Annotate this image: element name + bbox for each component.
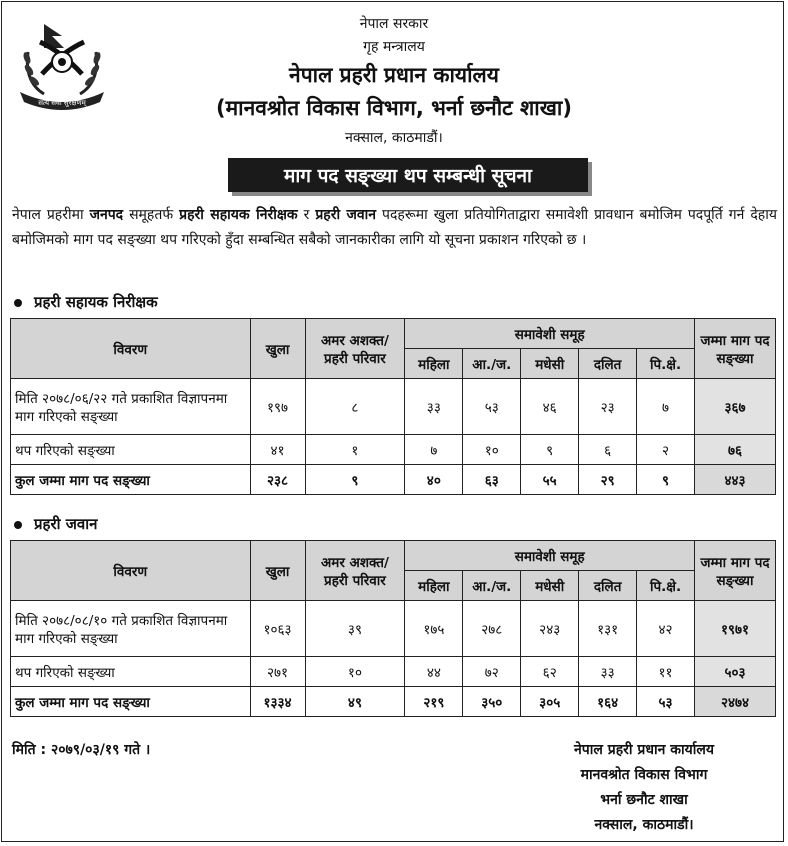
table-cell: ३३ bbox=[579, 657, 637, 687]
table-cell: १० bbox=[463, 435, 521, 465]
table-cell: ४४३ bbox=[695, 465, 776, 495]
header-open: खुला bbox=[250, 319, 305, 379]
notice-title: माग पद सङ्ख्या थप सम्बन्धी सूचना bbox=[228, 158, 588, 192]
text-span: प्रहरी जवान bbox=[34, 515, 98, 533]
table-cell: ४९ bbox=[305, 687, 405, 717]
table-cell: ४० bbox=[405, 465, 463, 495]
header-open: खुला bbox=[250, 541, 305, 601]
table-cell: २ bbox=[637, 435, 695, 465]
table-cell: १० bbox=[305, 657, 405, 687]
header-inclusive: समावेशी समूह bbox=[405, 541, 695, 571]
table-cell: १३१ bbox=[579, 601, 637, 657]
header-janajati: आ./ज. bbox=[463, 571, 521, 601]
header-martyr: अमर अशक्त/ प्रहरी परिवार bbox=[305, 319, 405, 379]
section-title-constable bbox=[14, 514, 97, 534]
table-cell: ३३ bbox=[405, 379, 463, 435]
table-cell: १६४ bbox=[579, 687, 637, 717]
division-name: (मानवश्रोत विकास विभाग, भर्ना छनौट शाखा) bbox=[216, 96, 572, 120]
header-janajati: आ./ज. bbox=[463, 349, 521, 379]
table-row bbox=[11, 601, 776, 657]
table-row-total bbox=[11, 687, 776, 717]
text-span: जनपद bbox=[89, 207, 124, 223]
table-cell: मिति २०७८/०६/२२ गते प्रकाशित विज्ञापनमा माग गरिएको सङ्ख्या bbox=[11, 379, 251, 435]
table-cell: २७८ bbox=[463, 601, 521, 657]
table-cell: ४४ bbox=[405, 657, 463, 687]
constable-table bbox=[10, 540, 776, 717]
table-cell: २७१ bbox=[250, 657, 305, 687]
table-cell: २४७४ bbox=[695, 687, 776, 717]
signature-branch: भर्ना छनौट शाखा bbox=[600, 792, 688, 808]
table-cell: २९ bbox=[579, 465, 637, 495]
table-cell: ९ bbox=[637, 465, 695, 495]
table-cell: कुल जम्मा माग पद सङ्ख्या bbox=[11, 465, 251, 495]
table-cell: २३८ bbox=[250, 465, 305, 495]
table-cell: १९७१ bbox=[695, 601, 776, 657]
table-cell: ५०३ bbox=[695, 657, 776, 687]
table-cell: ५५ bbox=[521, 465, 579, 495]
table-cell: ४६ bbox=[521, 379, 579, 435]
table-cell: थप गरिएको सङ्ख्या bbox=[11, 435, 251, 465]
table-cell: ७ bbox=[405, 435, 463, 465]
table-cell: ४१ bbox=[250, 435, 305, 465]
table-row bbox=[11, 379, 776, 435]
signature-office: नेपाल प्रहरी प्रधान कार्यालय bbox=[574, 742, 714, 758]
table-cell: थप गरिएको सङ्ख्या bbox=[11, 657, 251, 687]
table-cell: १३३४ bbox=[250, 687, 305, 717]
table-cell: ६२ bbox=[521, 657, 579, 687]
table-cell: ६३ bbox=[463, 465, 521, 495]
signature-location: नक्साल, काठमाडौं। bbox=[594, 817, 694, 833]
header-details: विवरण bbox=[11, 319, 251, 379]
table-cell: १ bbox=[305, 435, 405, 465]
table-cell: १९७ bbox=[250, 379, 305, 435]
text-span: पदहरूमा खुला प्रतियोगिताद्वारा समावेशी प्रावधान बमोजिम पदपूर्ति गर्न देहाय बमोजिमको माग पद सङ्ख्या थप गरिएको हुँदा सम्बन्धित सबैको जानकारीका लागि यो सूचना प्रकाशन गरिएको छ । bbox=[12, 207, 777, 248]
signature-division: मानवश्रोत विकास विभाग bbox=[580, 767, 708, 783]
text-span: प्रहरी सहायक निरीक्षक bbox=[34, 293, 158, 311]
table-cell: ११ bbox=[637, 657, 695, 687]
header-madhesi: मधेसी bbox=[521, 571, 579, 601]
header-women: महिला bbox=[405, 571, 463, 601]
table-row-total bbox=[11, 465, 776, 495]
table-cell: ६ bbox=[579, 435, 637, 465]
table-cell: ३०५ bbox=[521, 687, 579, 717]
header-inclusive: समावेशी समूह bbox=[405, 319, 695, 349]
office-name: नेपाल प्रहरी प्रधान कार्यालय bbox=[289, 63, 499, 87]
table-cell: २४३ bbox=[521, 601, 579, 657]
notice-paragraph bbox=[12, 203, 777, 253]
header-madhesi: मधेसी bbox=[521, 349, 579, 379]
logo-motto: सत्य सेवा सुरक्षणम् bbox=[38, 99, 86, 107]
table-cell: कुल जम्मा माग पद सङ्ख्या bbox=[11, 687, 251, 717]
header-dalit: दलित bbox=[579, 571, 637, 601]
text-span: प्रहरी जवान bbox=[315, 207, 377, 223]
section-title-asi bbox=[14, 292, 158, 312]
table-cell: ७ bbox=[637, 379, 695, 435]
table-cell: ७२ bbox=[463, 657, 521, 687]
table-cell: ३५० bbox=[463, 687, 521, 717]
header-total: जम्मा माग पद सङ्ख्या bbox=[695, 541, 776, 601]
notice-date: मिति : २०७९/०३/१९ गते । bbox=[12, 742, 151, 758]
table-cell: मिति २०७८/०८/१० गते प्रकाशित विज्ञापनमा माग गरिएको सङ्ख्या bbox=[11, 601, 251, 657]
table-cell: ३६७ bbox=[695, 379, 776, 435]
gov-name: नेपाल सरकार bbox=[359, 16, 429, 32]
table-cell: ८ bbox=[305, 379, 405, 435]
table-cell: ९ bbox=[305, 465, 405, 495]
header-details: विवरण bbox=[11, 541, 251, 601]
header-martyr: अमर अशक्त/ प्रहरी परिवार bbox=[305, 541, 405, 601]
table-cell: २३ bbox=[579, 379, 637, 435]
table-cell: १७५ bbox=[405, 601, 463, 657]
table-cell: ३९ bbox=[305, 601, 405, 657]
header-remote: पि.क्षे. bbox=[637, 349, 695, 379]
ministry-name: गृह मन्त्रालय bbox=[363, 39, 425, 55]
header-total: जम्मा माग पद सङ्ख्या bbox=[695, 319, 776, 379]
table-cell: ५३ bbox=[463, 379, 521, 435]
table-cell: ७६ bbox=[695, 435, 776, 465]
header-dalit: दलित bbox=[579, 349, 637, 379]
header-women: महिला bbox=[405, 349, 463, 379]
table-cell: ९ bbox=[521, 435, 579, 465]
asi-table bbox=[10, 318, 776, 495]
table-cell: १०६३ bbox=[250, 601, 305, 657]
header-remote: पि.क्षे. bbox=[637, 571, 695, 601]
text-span: नेपाल प्रहरीमा bbox=[12, 207, 90, 223]
text-span: प्रहरी सहायक निरीक्षक bbox=[179, 207, 298, 223]
table-row bbox=[11, 435, 776, 465]
office-location: नक्साल, काठमाडौं। bbox=[345, 130, 443, 146]
table-row bbox=[11, 657, 776, 687]
table-cell: ५३ bbox=[637, 687, 695, 717]
table-cell: २१९ bbox=[405, 687, 463, 717]
text-span: र bbox=[297, 207, 316, 223]
table-cell: ४२ bbox=[637, 601, 695, 657]
text-span: समूहतर्फ bbox=[123, 207, 180, 223]
